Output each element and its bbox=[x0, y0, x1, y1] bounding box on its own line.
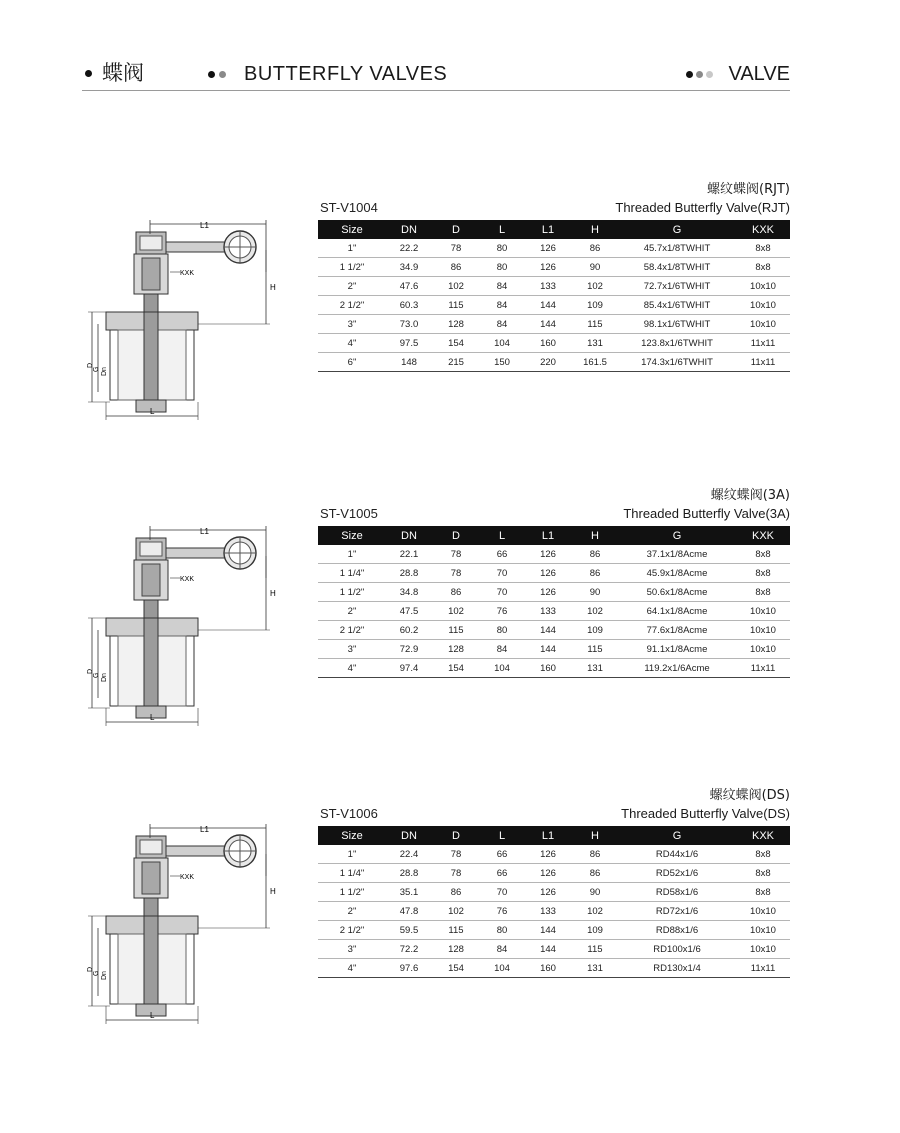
dim-label-g: G bbox=[93, 366, 100, 372]
table-cell-l1: 133 bbox=[524, 602, 572, 621]
table-cell-h: 86 bbox=[572, 545, 618, 564]
table-cell-l1: 133 bbox=[524, 277, 572, 296]
table-cell-d: 102 bbox=[432, 902, 480, 921]
table-cell-g: 50.6x1/8Acme bbox=[618, 583, 736, 602]
table-cell-h: 131 bbox=[572, 659, 618, 678]
table-cell-kxk: 8x8 bbox=[736, 864, 790, 883]
table-cell-dn: 34.9 bbox=[386, 258, 432, 277]
table-cell-l: 80 bbox=[480, 621, 524, 640]
product-name-en: Threaded Butterfly Valve(3A) bbox=[623, 506, 790, 521]
table-cell-size: 1 1/4" bbox=[318, 564, 386, 583]
table-cell-l1: 220 bbox=[524, 353, 572, 372]
table-cell-dn: 60.2 bbox=[386, 621, 432, 640]
bullet-dark-icon bbox=[208, 71, 215, 78]
table-cell-h: 86 bbox=[572, 239, 618, 258]
table-cell-l1: 144 bbox=[524, 940, 572, 959]
header-title-en: BUTTERFLY VALVES bbox=[244, 63, 448, 85]
table-row bbox=[318, 845, 790, 864]
table-cell-l1: 126 bbox=[524, 258, 572, 277]
table-cell-g: 45.7x1/8TWHIT bbox=[618, 239, 736, 258]
table-cell-l: 70 bbox=[480, 883, 524, 902]
table-cell-d: 154 bbox=[432, 334, 480, 353]
table-cell-l: 66 bbox=[480, 845, 524, 864]
column-header: D bbox=[432, 526, 480, 545]
table-cell-dn: 73.0 bbox=[386, 315, 432, 334]
table-cell-g: RD44x1/6 bbox=[618, 845, 736, 864]
table-cell-l: 150 bbox=[480, 353, 524, 372]
table-cell-dn: 35.1 bbox=[386, 883, 432, 902]
table-cell-d: 215 bbox=[432, 353, 480, 372]
table-row bbox=[318, 296, 790, 315]
table-cell-kxk: 8x8 bbox=[736, 845, 790, 864]
table-row bbox=[318, 902, 790, 921]
table-row bbox=[318, 883, 790, 902]
table-cell-d: 115 bbox=[432, 296, 480, 315]
table-cell-l: 80 bbox=[480, 239, 524, 258]
table-cell-h: 115 bbox=[572, 640, 618, 659]
table-row bbox=[318, 564, 790, 583]
dim-label-l: L bbox=[150, 713, 155, 722]
table-cell-size: 1 1/2" bbox=[318, 258, 386, 277]
table-cell-dn: 60.3 bbox=[386, 296, 432, 315]
table-cell-dn: 148 bbox=[386, 353, 432, 372]
table-cell-h: 86 bbox=[572, 864, 618, 883]
table-cell-g: 72.7x1/6TWHIT bbox=[618, 277, 736, 296]
dim-label-kxk: KXK bbox=[180, 270, 195, 277]
table-cell-dn: 97.6 bbox=[386, 959, 432, 978]
column-header: G bbox=[618, 220, 736, 239]
table-cell-g: 37.1x1/8Acme bbox=[618, 545, 736, 564]
table-cell-size: 2 1/2" bbox=[318, 296, 386, 315]
table-row bbox=[318, 277, 790, 296]
table-row bbox=[318, 315, 790, 334]
table-cell-kxk: 8x8 bbox=[736, 583, 790, 602]
product-section bbox=[0, 180, 900, 416]
table-cell-h: 109 bbox=[572, 921, 618, 940]
table-cell-l1: 126 bbox=[524, 883, 572, 902]
table-cell-h: 86 bbox=[572, 564, 618, 583]
table-cell-g: 123.8x1/6TWHIT bbox=[618, 334, 736, 353]
column-header: D bbox=[432, 220, 480, 239]
product-section bbox=[0, 486, 900, 722]
table-cell-d: 78 bbox=[432, 845, 480, 864]
dim-label-g: G bbox=[93, 672, 100, 678]
bullet-light-icon bbox=[706, 71, 713, 78]
dim-label-h: H bbox=[270, 887, 276, 896]
table-cell-kxk: 10x10 bbox=[736, 315, 790, 334]
dim-label-kxk: KXK bbox=[180, 874, 195, 881]
table-cell-dn: 72.9 bbox=[386, 640, 432, 659]
column-header: H bbox=[572, 826, 618, 845]
table-cell-h: 86 bbox=[572, 845, 618, 864]
table-cell-l: 104 bbox=[480, 659, 524, 678]
table-cell-d: 115 bbox=[432, 921, 480, 940]
product-name-cn: 螺纹蝶阀(DS) bbox=[709, 788, 790, 803]
table-cell-g: 58.4x1/8TWHIT bbox=[618, 258, 736, 277]
table-cell-l: 76 bbox=[480, 902, 524, 921]
table-cell-l1: 126 bbox=[524, 545, 572, 564]
table-cell-d: 128 bbox=[432, 940, 480, 959]
product-name-cn: 螺纹蝶阀(RJT) bbox=[707, 182, 790, 197]
dim-label-d: D bbox=[87, 362, 94, 368]
table-cell-h: 115 bbox=[572, 940, 618, 959]
table-cell-g: RD58x1/6 bbox=[618, 883, 736, 902]
table-cell-l1: 133 bbox=[524, 902, 572, 921]
dim-label-dn: Dn bbox=[101, 971, 108, 980]
spec-table bbox=[318, 220, 790, 372]
table-cell-h: 102 bbox=[572, 902, 618, 921]
valve-drawing bbox=[80, 212, 280, 422]
table-cell-l1: 144 bbox=[524, 296, 572, 315]
table-cell-l1: 126 bbox=[524, 583, 572, 602]
table-cell-g: 77.6x1/8Acme bbox=[618, 621, 736, 640]
dim-label-d: D bbox=[87, 966, 94, 972]
table-cell-kxk: 8x8 bbox=[736, 883, 790, 902]
bullet-grey-icon bbox=[696, 71, 703, 78]
header-title-cn: 蝶阀 bbox=[102, 61, 144, 85]
table-cell-l: 66 bbox=[480, 545, 524, 564]
column-header: Size bbox=[318, 220, 386, 239]
table-cell-h: 115 bbox=[572, 315, 618, 334]
table-cell-d: 78 bbox=[432, 564, 480, 583]
product-name-en: Threaded Butterfly Valve(RJT) bbox=[615, 200, 790, 215]
dim-label-h: H bbox=[270, 589, 276, 598]
table-cell-kxk: 8x8 bbox=[736, 564, 790, 583]
table-cell-size: 4" bbox=[318, 959, 386, 978]
column-header: DN bbox=[386, 826, 432, 845]
table-cell-l: 70 bbox=[480, 583, 524, 602]
table-cell-kxk: 11x11 bbox=[736, 334, 790, 353]
table-cell-d: 154 bbox=[432, 959, 480, 978]
table-cell-size: 2" bbox=[318, 277, 386, 296]
table-cell-h: 90 bbox=[572, 583, 618, 602]
table-cell-h: 131 bbox=[572, 959, 618, 978]
table-cell-dn: 22.4 bbox=[386, 845, 432, 864]
bullet-icon bbox=[85, 70, 92, 77]
table-cell-kxk: 10x10 bbox=[736, 621, 790, 640]
table-cell-l1: 126 bbox=[524, 564, 572, 583]
table-row bbox=[318, 921, 790, 940]
column-header: L1 bbox=[524, 826, 572, 845]
table-cell-size: 1" bbox=[318, 545, 386, 564]
column-header: Size bbox=[318, 826, 386, 845]
table-cell-kxk: 11x11 bbox=[736, 959, 790, 978]
table-cell-d: 154 bbox=[432, 659, 480, 678]
table-cell-g: 174.3x1/6TWHIT bbox=[618, 353, 736, 372]
table-cell-g: 98.1x1/6TWHIT bbox=[618, 315, 736, 334]
column-header: DN bbox=[386, 220, 432, 239]
table-cell-size: 2" bbox=[318, 902, 386, 921]
spec-table bbox=[318, 526, 790, 678]
table-cell-dn: 34.8 bbox=[386, 583, 432, 602]
table-cell-dn: 47.5 bbox=[386, 602, 432, 621]
table-cell-l1: 160 bbox=[524, 334, 572, 353]
dim-label-dn: Dn bbox=[101, 367, 108, 376]
column-header: KXK bbox=[736, 220, 790, 239]
bullet-grey-icon bbox=[219, 71, 226, 78]
table-row bbox=[318, 940, 790, 959]
page-header bbox=[82, 60, 790, 88]
table-cell-kxk: 10x10 bbox=[736, 277, 790, 296]
table-cell-size: 6" bbox=[318, 353, 386, 372]
table-cell-h: 109 bbox=[572, 621, 618, 640]
table-cell-g: 91.1x1/8Acme bbox=[618, 640, 736, 659]
column-header: G bbox=[618, 526, 736, 545]
table-cell-d: 86 bbox=[432, 258, 480, 277]
table-header-row bbox=[318, 526, 790, 545]
column-header: L bbox=[480, 220, 524, 239]
table-cell-h: 90 bbox=[572, 258, 618, 277]
table-cell-size: 1 1/2" bbox=[318, 583, 386, 602]
product-model: ST-V1005 bbox=[320, 506, 378, 521]
table-row bbox=[318, 959, 790, 978]
table-cell-kxk: 10x10 bbox=[736, 602, 790, 621]
table-cell-kxk: 10x10 bbox=[736, 296, 790, 315]
table-cell-size: 4" bbox=[318, 659, 386, 678]
dim-label-dn: Dn bbox=[101, 673, 108, 682]
spec-table bbox=[318, 826, 790, 978]
table-cell-g: 64.1x1/8Acme bbox=[618, 602, 736, 621]
table-cell-kxk: 8x8 bbox=[736, 258, 790, 277]
dim-label-l1: L1 bbox=[200, 527, 209, 536]
table-cell-h: 102 bbox=[572, 602, 618, 621]
dim-label-g: G bbox=[93, 970, 100, 976]
bullet-dark-icon bbox=[686, 71, 693, 78]
column-header: L bbox=[480, 526, 524, 545]
table-cell-kxk: 11x11 bbox=[736, 353, 790, 372]
column-header: DN bbox=[386, 526, 432, 545]
table-cell-l1: 160 bbox=[524, 959, 572, 978]
table-cell-d: 102 bbox=[432, 602, 480, 621]
table-cell-dn: 22.1 bbox=[386, 545, 432, 564]
table-cell-g: RD52x1/6 bbox=[618, 864, 736, 883]
table-row bbox=[318, 640, 790, 659]
table-cell-l: 66 bbox=[480, 864, 524, 883]
table-cell-l1: 144 bbox=[524, 921, 572, 940]
table-cell-dn: 97.4 bbox=[386, 659, 432, 678]
table-cell-dn: 72.2 bbox=[386, 940, 432, 959]
table-cell-l: 84 bbox=[480, 640, 524, 659]
table-row bbox=[318, 659, 790, 678]
table-cell-dn: 28.8 bbox=[386, 564, 432, 583]
table-cell-d: 128 bbox=[432, 315, 480, 334]
product-name-cn: 螺纹蝶阀(3A) bbox=[710, 488, 790, 503]
table-cell-h: 161.5 bbox=[572, 353, 618, 372]
table-cell-size: 3" bbox=[318, 940, 386, 959]
table-cell-d: 128 bbox=[432, 640, 480, 659]
header-category: VALVE bbox=[728, 63, 790, 85]
table-cell-l: 76 bbox=[480, 602, 524, 621]
column-header: H bbox=[572, 526, 618, 545]
column-header: KXK bbox=[736, 826, 790, 845]
table-cell-dn: 47.6 bbox=[386, 277, 432, 296]
valve-drawing bbox=[80, 816, 280, 1026]
table-row bbox=[318, 621, 790, 640]
table-row bbox=[318, 239, 790, 258]
table-cell-g: RD100x1/6 bbox=[618, 940, 736, 959]
table-row bbox=[318, 602, 790, 621]
table-cell-d: 78 bbox=[432, 239, 480, 258]
table-cell-g: 85.4x1/6TWHIT bbox=[618, 296, 736, 315]
table-cell-l: 84 bbox=[480, 315, 524, 334]
dim-label-d: D bbox=[87, 668, 94, 674]
table-cell-l1: 126 bbox=[524, 845, 572, 864]
table-row bbox=[318, 583, 790, 602]
table-cell-dn: 22.2 bbox=[386, 239, 432, 258]
table-cell-kxk: 11x11 bbox=[736, 659, 790, 678]
column-header: L bbox=[480, 826, 524, 845]
table-cell-d: 102 bbox=[432, 277, 480, 296]
table-cell-l: 84 bbox=[480, 277, 524, 296]
column-header: H bbox=[572, 220, 618, 239]
table-cell-size: 3" bbox=[318, 640, 386, 659]
valve-drawing bbox=[80, 518, 280, 728]
table-cell-size: 2 1/2" bbox=[318, 621, 386, 640]
table-cell-size: 4" bbox=[318, 334, 386, 353]
table-cell-l: 70 bbox=[480, 564, 524, 583]
table-cell-dn: 28.8 bbox=[386, 864, 432, 883]
dim-label-l: L bbox=[150, 407, 155, 416]
table-cell-d: 86 bbox=[432, 583, 480, 602]
table-cell-size: 2 1/2" bbox=[318, 921, 386, 940]
table-header-row bbox=[318, 826, 790, 845]
dim-label-l1: L1 bbox=[200, 825, 209, 834]
column-header: L1 bbox=[524, 220, 572, 239]
table-cell-l: 80 bbox=[480, 921, 524, 940]
table-cell-dn: 97.5 bbox=[386, 334, 432, 353]
table-cell-size: 1" bbox=[318, 239, 386, 258]
table-cell-d: 115 bbox=[432, 621, 480, 640]
table-cell-kxk: 10x10 bbox=[736, 640, 790, 659]
table-cell-l1: 126 bbox=[524, 864, 572, 883]
table-cell-l: 104 bbox=[480, 334, 524, 353]
column-header: Size bbox=[318, 526, 386, 545]
table-cell-g: RD72x1/6 bbox=[618, 902, 736, 921]
table-cell-l: 80 bbox=[480, 258, 524, 277]
table-cell-h: 131 bbox=[572, 334, 618, 353]
table-cell-l1: 144 bbox=[524, 315, 572, 334]
table-cell-size: 1 1/2" bbox=[318, 883, 386, 902]
table-cell-l1: 160 bbox=[524, 659, 572, 678]
column-header: L1 bbox=[524, 526, 572, 545]
table-cell-g: RD130x1/4 bbox=[618, 959, 736, 978]
table-cell-l1: 126 bbox=[524, 239, 572, 258]
table-cell-d: 86 bbox=[432, 883, 480, 902]
table-cell-dn: 59.5 bbox=[386, 921, 432, 940]
column-header: D bbox=[432, 826, 480, 845]
table-cell-l: 84 bbox=[480, 296, 524, 315]
dim-label-l: L bbox=[150, 1011, 155, 1020]
table-cell-kxk: 10x10 bbox=[736, 921, 790, 940]
table-cell-size: 3" bbox=[318, 315, 386, 334]
column-header: G bbox=[618, 826, 736, 845]
table-cell-kxk: 10x10 bbox=[736, 940, 790, 959]
table-cell-kxk: 8x8 bbox=[736, 545, 790, 564]
table-cell-l: 104 bbox=[480, 959, 524, 978]
product-model: ST-V1004 bbox=[320, 200, 378, 215]
table-cell-dn: 47.8 bbox=[386, 902, 432, 921]
header-divider bbox=[82, 90, 790, 91]
table-row bbox=[318, 258, 790, 277]
product-model: ST-V1006 bbox=[320, 806, 378, 821]
table-row bbox=[318, 545, 790, 564]
dim-label-l1: L1 bbox=[200, 221, 209, 230]
table-cell-g: 45.9x1/8Acme bbox=[618, 564, 736, 583]
table-cell-l1: 144 bbox=[524, 640, 572, 659]
table-cell-size: 1 1/4" bbox=[318, 864, 386, 883]
table-cell-size: 1" bbox=[318, 845, 386, 864]
table-cell-size: 2" bbox=[318, 602, 386, 621]
dim-label-h: H bbox=[270, 283, 276, 292]
column-header: KXK bbox=[736, 526, 790, 545]
dim-label-kxk: KXK bbox=[180, 576, 195, 583]
table-cell-l: 84 bbox=[480, 940, 524, 959]
table-cell-h: 102 bbox=[572, 277, 618, 296]
table-cell-g: 119.2x1/6Acme bbox=[618, 659, 736, 678]
table-cell-d: 78 bbox=[432, 545, 480, 564]
table-row bbox=[318, 334, 790, 353]
table-cell-kxk: 8x8 bbox=[736, 239, 790, 258]
product-name-en: Threaded Butterfly Valve(DS) bbox=[621, 806, 790, 821]
table-row bbox=[318, 353, 790, 372]
product-section bbox=[0, 786, 900, 1020]
table-cell-g: RD88x1/6 bbox=[618, 921, 736, 940]
table-cell-kxk: 10x10 bbox=[736, 902, 790, 921]
table-cell-l1: 144 bbox=[524, 621, 572, 640]
table-row bbox=[318, 864, 790, 883]
table-header-row bbox=[318, 220, 790, 239]
table-cell-d: 78 bbox=[432, 864, 480, 883]
table-cell-h: 90 bbox=[572, 883, 618, 902]
table-cell-h: 109 bbox=[572, 296, 618, 315]
